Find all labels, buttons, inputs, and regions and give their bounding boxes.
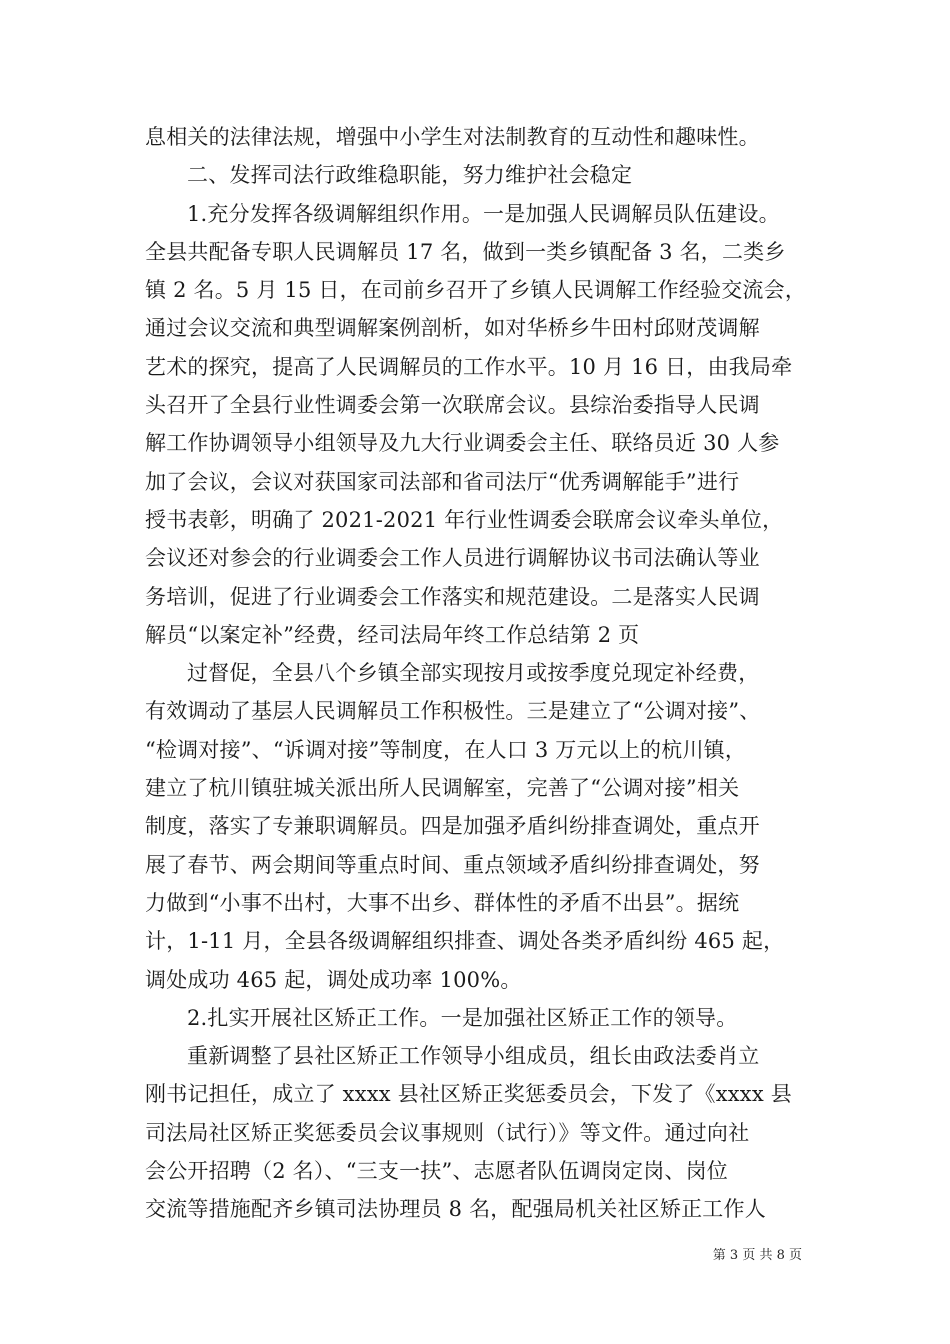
- text-line: 调处成功 465 起，调处成功率 100%。: [145, 967, 522, 992]
- text-line: 艺术的探究，提高了人民调解员的工作水平。10 月 16 日，由我局牵: [145, 354, 793, 379]
- page-footer: 第 3 页 共 8 页: [712, 1248, 802, 1263]
- text-line: 过督促，全县八个乡镇全部实现按月或按季度兑现定补经费，: [187, 661, 760, 686]
- text-line: 展了春节、两会期间等重点时间、重点领域矛盾纠纷排查调处，努: [145, 852, 760, 877]
- text-line: 交流等措施配齐乡镇司法协理员 8 名，配强局机关社区矫正工作人: [145, 1197, 766, 1222]
- text-line: 重新调整了县社区矫正工作领导小组成员，组长由政法委肖立: [187, 1044, 760, 1069]
- text-line: 加了会议，会议对获国家司法部和省司法厅“优秀调解能手”进行: [145, 469, 740, 494]
- text-line: 会公开招聘（2 名）、“三支一扶”、志愿者队伍调岗定岗、岗位: [145, 1159, 729, 1184]
- text-line: 务培训，促进了行业调委会工作落实和规范建设。二是落实人民调: [145, 584, 760, 609]
- text-line: 解工作协调领导小组领导及九大行业调委会主任、联络员近 30 人参: [145, 431, 780, 456]
- text-line: 镇 2 名。5 月 15 日，在司前乡召开了乡镇人民调解工作经验交流会，: [145, 278, 807, 303]
- text-line: 1.充分发挥各级调解组织作用。一是加强人民调解员队伍建设。: [187, 201, 780, 226]
- text-line: 建立了杭川镇驻城关派出所人民调解室，完善了“公调对接”相关: [145, 776, 740, 801]
- text-line: 力做到“小事不出村，大事不出乡、群体性的矛盾不出县”。据统: [145, 890, 740, 915]
- text-line: “检调对接”、“诉调对接”等制度，在人口 3 万元以上的杭川镇，: [145, 737, 747, 762]
- text-line: 全县共配备专职人民调解员 17 名，做到一类乡镇配备 3 名，二类乡: [145, 239, 786, 264]
- text-line: 解员“以案定补”经费，经司法局年终工作总结第 2 页: [145, 622, 640, 647]
- text-line: 刚书记担任，成立了 xxxx 县社区矫正奖惩委员会，下发了《xxxx 县: [145, 1082, 792, 1107]
- text-line: 息相关的法律法规，增强中小学生对法制教育的互动性和趣味性。: [145, 125, 760, 149]
- text-line: 授书表彰，明确了 2021-2021 年行业性调委会联席会议牵头单位，: [145, 507, 784, 532]
- text-line: 2.扎实开展社区矫正工作。一是加强社区矫正工作的领导。: [187, 1005, 738, 1030]
- text-line: 会议还对参会的行业调委会工作人员进行调解协议书司法确认等业: [145, 546, 760, 571]
- text-line: 司法局社区矫正奖惩委员会议事规则（试行）》等文件。通过向社: [145, 1120, 750, 1145]
- text-line: 制度，落实了专兼职调解员。四是加强矛盾纠纷排查调处，重点开: [145, 814, 760, 839]
- text-line: 头召开了全县行业性调委会第一次联席会议。县综治委指导人民调: [145, 393, 760, 418]
- text-line: 有效调动了基层人民调解员工作积极性。三是建立了“公调对接”、: [145, 699, 761, 724]
- text-line: 通过会议交流和典型调解案例剖析，如对华桥乡牛田村邱财茂调解: [145, 316, 760, 341]
- text-line: 计，1-11 月，全县各级调解组织排查、调处各类矛盾纠纷 465 起，: [145, 929, 785, 954]
- document-body: [145, 118, 810, 1229]
- text-line: 二、发挥司法行政维稳职能，努力维护社会稳定: [187, 163, 633, 188]
